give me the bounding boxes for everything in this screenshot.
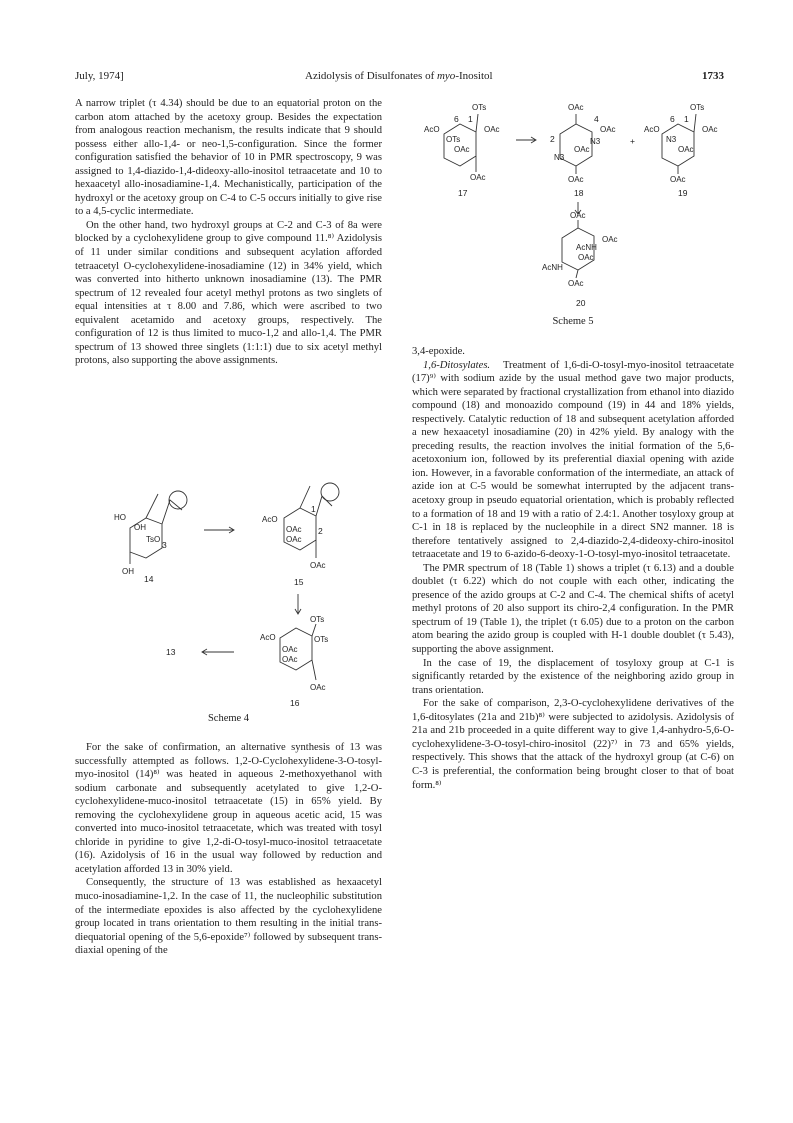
locant-4: 4 <box>594 114 599 124</box>
page-number: 1733 <box>702 70 724 82</box>
aco-label: AcO <box>262 515 278 524</box>
title-suffix: -Inositol <box>455 70 493 82</box>
compound-number-18: 18 <box>574 188 584 198</box>
compound-number-19: 19 <box>678 188 688 198</box>
compound-20-structure <box>542 211 618 308</box>
oac-label: OAc <box>568 175 584 184</box>
paragraph: For the sake of comparison, 2,3-O-cyclohexylidene derivatives of the 1,6-ditosylates (21a and 21b)⁸⁾ were subjected to azidolysis. Azidolysis of 21a and 21b proceeded in a quite different way to give 1,4-anhydro-5,6-O-cyclohexylidene-3-O-tosyl-chiro-inositol (22)⁷⁾ in 73 and 65% yields, respectively. This shows that the attack of the hydroxyl group (at C-6) on C-3 is preferential, the conformation being brought closer to that of boat form.⁸⁾ <box>412 698 734 791</box>
left-column-top <box>75 97 382 368</box>
section-heading: 1,6-Ditosylates. <box>423 359 491 371</box>
acnh-label: AcNH <box>542 263 563 272</box>
oh-label: OH <box>122 567 134 576</box>
paragraph: In the case of 19, the displacement of tosyloxy group at C-1 is significantly retarded by the existence of the neighboring azido group in trans orientation. <box>412 657 734 696</box>
compound-19-structure <box>644 103 718 198</box>
locant-6: 6 <box>670 114 675 124</box>
oac-label: OAc <box>670 175 686 184</box>
compound-14-structure <box>114 491 187 584</box>
compound-16-structure <box>260 615 328 708</box>
left-column-bottom <box>75 741 382 958</box>
running-head-title <box>305 70 493 82</box>
acnh-label: AcNH <box>576 243 597 252</box>
aco-label: AcO <box>260 633 276 642</box>
scheme-5-caption: Scheme 5 <box>552 316 594 327</box>
compound-number-15: 15 <box>294 577 304 587</box>
running-head-date: July, 1974] <box>75 70 124 82</box>
n3-label: N3 <box>554 153 565 162</box>
tso-label: TsO <box>146 535 161 544</box>
ots-label: OTs <box>310 615 325 624</box>
compound-number-13: 13 <box>166 647 176 657</box>
oac-label: OAc <box>470 173 486 182</box>
scheme-4-diagram <box>110 478 355 708</box>
aco-label: AcO <box>424 125 440 134</box>
title-prefix: Azidolysis of Disulfonates of <box>305 70 437 82</box>
ots-label: OTs <box>690 103 705 112</box>
oac-label: OAc <box>310 561 326 570</box>
scheme-5-diagram <box>412 96 742 326</box>
n3-label: N3 <box>590 137 601 146</box>
ots-label: OTs <box>446 135 461 144</box>
oac-label: OAc <box>282 645 298 654</box>
paragraph: Consequently, the structure of 13 was established as hexaacetyl muco-inosadiamine-1,2. In the case of 11, the nucleophilic substitution of the intermediate epoxides is also affected by the cyclohexylidene group located in trans orientation to them resulting in the initial trans-diequatorial opening of the 5,6-epoxide⁷⁾ followed by subsequent trans-diaxial opening of the <box>75 877 382 957</box>
paragraph <box>412 359 734 562</box>
paragraph: 3,4-epoxide. <box>412 346 465 357</box>
locant-2: 2 <box>318 526 323 536</box>
compound-15-structure <box>262 483 339 587</box>
scheme-4-caption: Scheme 4 <box>207 713 250 724</box>
locant-1: 1 <box>311 504 316 514</box>
ho-label: HO <box>114 513 126 522</box>
compound-number-20: 20 <box>576 298 586 308</box>
oac-label: OAc <box>568 103 584 112</box>
right-column <box>412 345 734 792</box>
oac-label: OAc <box>568 279 584 288</box>
oac-label: OAc <box>570 211 586 220</box>
oac-label: OAc <box>286 535 302 544</box>
n3-label: N3 <box>666 135 677 144</box>
oac-label: OAc <box>602 235 618 244</box>
paragraph: On the other hand, two hydroxyl groups at C-2 and C-3 of 8a were blocked by a cyclohexylidene group to give compound 11.⁸⁾ Azidolysis of 11 under similar conditions and subsequent acylation afforded tetraacetyl O-cyclohexylidene-inosadiamine (12) in 34% yield, which was converted into hitherto unknown inosadiamine (13). The PMR spectrum of 12 revealed four acetyl methyl protons as two singlets of equal intensities at τ 8.00 and 7.86, which were ascribed to two equivalent acetamido and acetoxy groups, respectively. The configuration of 12 is thus limited to muco-1,2 and allo-1,4. The PMR spectrum of 13 showed three singlets (1:1:1) due to six acetyl methyl protons, also supporting the above assignments. <box>75 219 382 367</box>
paragraph: For the sake of confirmation, an alternative synthesis of 13 was successfully attempted as follows. 1,2-O-Cyclohexylidene-3-O-tosyl-myo-inositol (14)⁸⁾ was heated in aqueous 2-methoxyethanol with sodium carbonate and subsequently acetylated to give 1,2-O-cyclohexylidene-muco-inositol tetraacetate (15) in 65% yield. By removing the cyclohexylidene group in aqueous acetic acid, 15 was converted into muco-inositol tetraacetate, which was treated with tosyl chloride in pyridine to give 1,2-di-O-tosyl-muco-inositol tetraacetate (16). Azidolysis of 16 in the usual way followed by reduction and acetylation afforded 13 in 30% yield. <box>75 742 382 875</box>
oh-label: OH <box>134 523 146 532</box>
oac-label: OAc <box>578 253 594 262</box>
locant-6: 6 <box>454 114 459 124</box>
paragraph: A narrow triplet (τ 4.34) should be due to an equatorial proton on the carbon atom attached by the acetoxy group. Besides the expectation from analogous reaction mechanism, the results indicate that 9 should possess either allo-1,4- or neo-1,5-configuration. Since the former configuration satisfied the behavior of 10 in PMR spectroscopy, 9 was assigned to 1,4-diazido-1,4-dideoxy-allo-inositol tetraacetate and 10 to hexaacetyl allo-inosadiamine-1,4. Mechanistically, participation of the hydroxyl or the acetoxy group on C-4 to C-5 occurs initially to give rise to a 4,5-cyclic intermediate. <box>75 98 382 218</box>
locant-1: 1 <box>684 114 689 124</box>
locant-2: 2 <box>550 134 555 144</box>
locant-3: 3 <box>162 540 167 550</box>
compound-18-structure <box>550 103 616 198</box>
oac-label: OAc <box>282 655 298 664</box>
ots-label: OTs <box>314 635 329 644</box>
oac-label: OAc <box>702 125 718 134</box>
plus-sign: + <box>630 136 635 146</box>
oac-label: OAc <box>574 145 590 154</box>
ots-label: OTs <box>472 103 487 112</box>
paragraph-body: Treatment of 1,6-di-O-tosyl-myo-inositol tetraacetate (17)⁹⁾ with sodium azide by the usual method gave two major products, which were separated by fractional crystallization from ethanol into diazido compound (18) and monoazido compound (19) in 44 and 18% yields, respectively. Catalytic reduction of 18 and subsequent acetylation afforded a new hexaacetyl inosadiamine (20) in 42% yield. By analogy with the preceding results, the reaction involves the initial formation of the 5,6-acetoxonium ion, followed by its preferential diaxial opening with azide ion. However, in a favorable conformation of the intermediate, an attack of azide ion at C-5 would be somewhat interrupted by the adjacent trans-acetoxy group in pseudo equatorial orientation, which is probably reflected to a formation of 18 and 19 with a ratio of 2.4:1. Another tosyloxy group at C-1 in 18 is replaced by the nucleophile in a direct SN2 manner. 18 is therefore tentatively assigned to 2,4-diazido-2,4-dideoxy-chiro-inositol tetraacetate and 19 to 6-azido-6-deoxy-1-O-tosyl-myo-inositol tetraacetate. <box>412 359 734 561</box>
paragraph: The PMR spectrum of 18 (Table 1) shows a triplet (τ 6.13) and a double doublet (τ 6.22) which do not couple with each other, indicating the presence of the azido groups at C-2 and C-4. The chemical shifts of acetyl methyl protons of 20 also support its chiro-2,4 configuration. In the PMR spectrum of 19 (Table 1), the triplet (τ 6.05) due to a proton on the carbon atom bearing the azido group is coupled with H-1 double doublet (τ 5.43), supporting the above assignment. <box>412 562 734 656</box>
compound-number-16: 16 <box>290 698 300 708</box>
compound-number-14: 14 <box>144 574 154 584</box>
aco-label: AcO <box>644 125 660 134</box>
oac-label: OAc <box>484 125 500 134</box>
oac-label: OAc <box>678 145 694 154</box>
oac-label: OAc <box>600 125 616 134</box>
compound-17-structure <box>424 103 500 198</box>
compound-number-17: 17 <box>458 188 468 198</box>
oac-label: OAc <box>454 145 470 154</box>
locant-1: 1 <box>468 114 473 124</box>
oac-label: OAc <box>286 525 302 534</box>
title-italic: myo <box>436 70 456 82</box>
oac-label: OAc <box>310 683 326 692</box>
